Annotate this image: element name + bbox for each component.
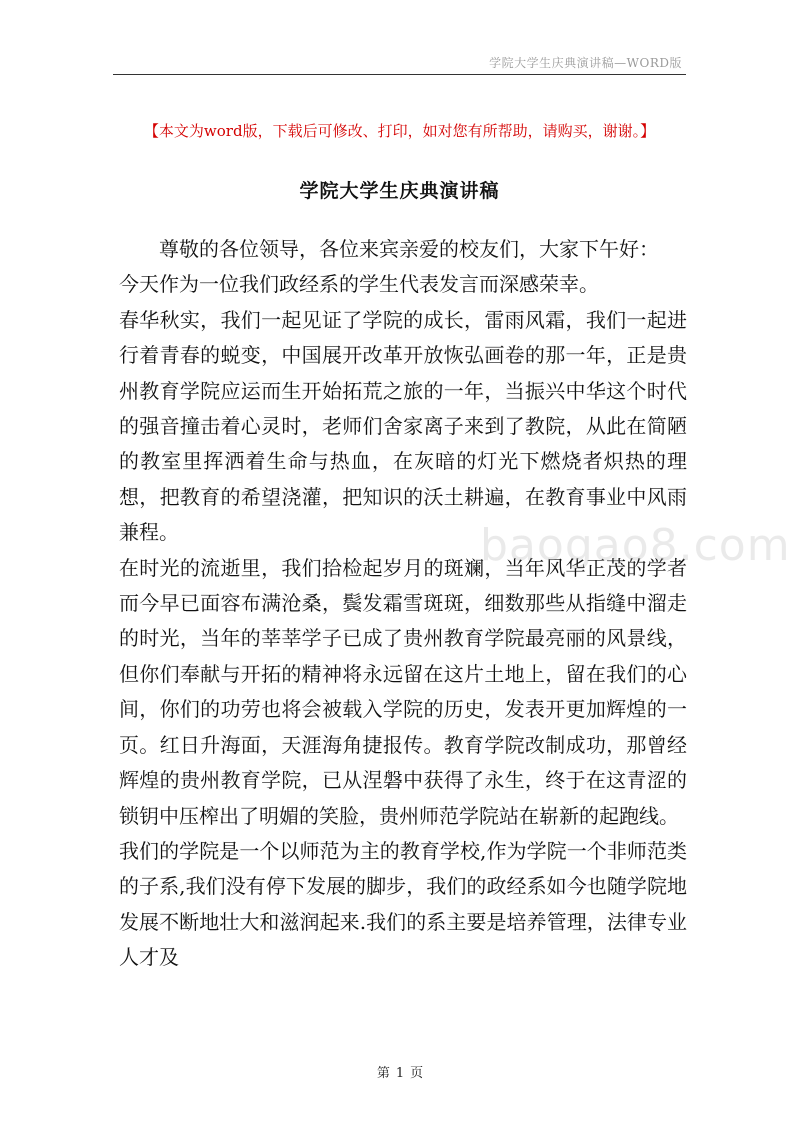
page-prefix: 第 xyxy=(376,1066,390,1081)
watermark: baogao8.com xyxy=(480,520,791,571)
download-notice: 【本文为word版，下载后可修改、打印，如对您有所帮助，请购买，谢谢。】 xyxy=(143,122,656,140)
paragraph-history: 春华秋实，我们一起见证了学院的成长，雷雨风霜，我们一起进行着青春的蜕变，中国展开改革开放恢弘画卷的那一年，正是贵州教育学院应运而生开始拓荒之旅的一年，当振兴中华这个时代的强音撞击着心灵时，老师们舍家离子来到了教院，从此在简陋的教室里挥洒着生命与热血，在灰暗的灯光下燃烧者炽热的理想，把教育的希望浇灌，把知识的沃土耕遍，在教育事业中风雨兼程。 xyxy=(119,307,687,545)
page-suffix: 页 xyxy=(410,1066,424,1081)
paragraph-intro: 今天作为一位我们政经系的学生代表发言而深感荣幸。 xyxy=(119,272,599,297)
paragraph-department: 我们的学院是一个以师范为主的教育学校,作为学院一个非师范类的子系,我们没有停下发展的脚步，我们的政经系如今也随学院地发展不断地壮大和滋润起来.我们的系主要是培养管理，法律专业人才及 xyxy=(119,838,687,970)
paragraph-greeting: 尊敬的各位领导，各位来宾亲爱的校友们，大家下午好： xyxy=(159,237,659,261)
document-body xyxy=(119,232,687,976)
paragraph-time: 在时光的流逝里，我们拾检起岁月的斑斓，当年风华正茂的学者而今早已面容布满沧桑，鬓发霜雪斑斑，细数那些从指缝中溜走的时光，当年的莘莘学子已成了贵州教育学院最亮丽的风景线，但你们奉献与开拓的精神将永远留在这片土地上，留在我们的心间，你们的功劳也将会被载入学院的历史，发表开更加辉煌的一页。红日升海面，天涯海角捷报传。教育学院改制成功，那曾经辉煌的贵州教育学院，已从涅磐中获得了永生，终于在这青涩的锁钥中压榨出了明媚的笑脸，贵州师范学院站在崭新的起跑线。 xyxy=(119,555,687,828)
page-footer xyxy=(0,1062,800,1081)
running-header: 学院大学生庆典演讲稿—WORD版 xyxy=(489,56,682,70)
page-number: 1 xyxy=(395,1066,405,1081)
header-divider xyxy=(113,74,686,75)
document-title: 学院大学生庆典演讲稿 xyxy=(299,180,500,202)
